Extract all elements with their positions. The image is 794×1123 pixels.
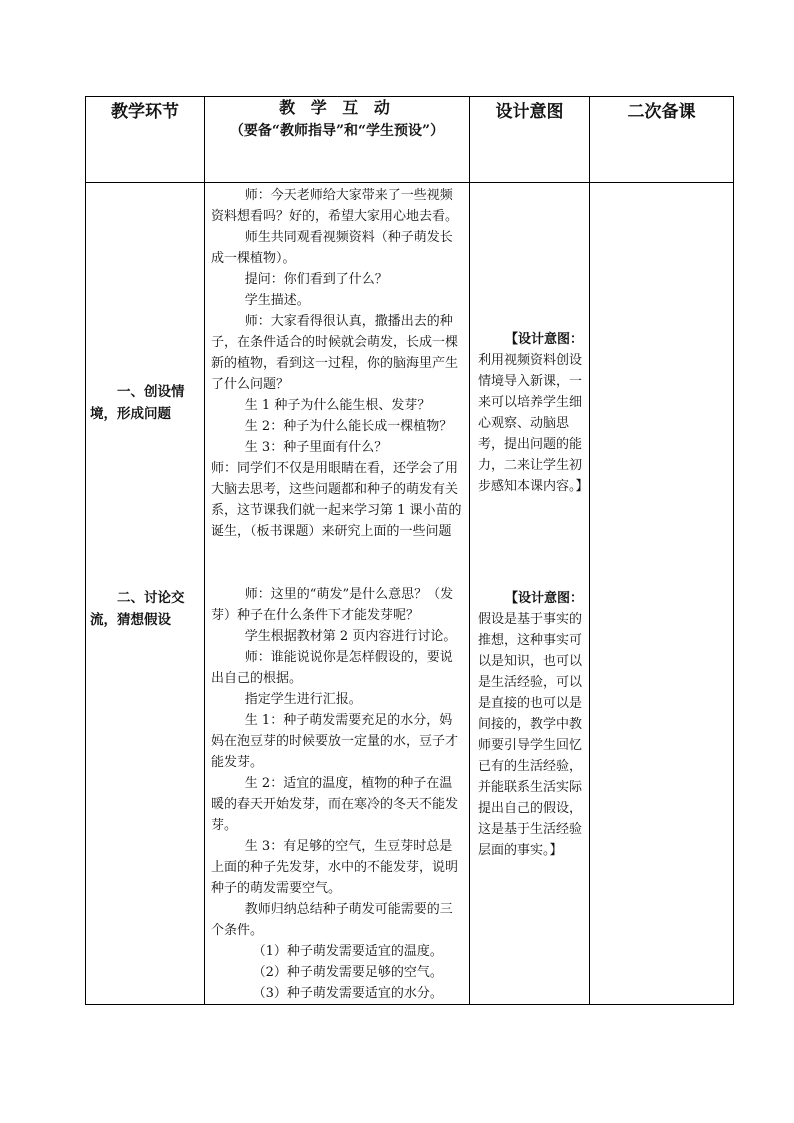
interaction-paragraph: 师：同学们不仅是用眼睛在看，还学会了用大脑去思考，这些问题都和种子的萌发有关系，这节课我们就一起来学习第 1 课小苗的诞生，（板书课题）来研究上面的一些问题 [211, 461, 462, 539]
header-second-prep: 二次备课 [590, 97, 734, 183]
interaction-paragraph: 生 2：适宜的温度，植物的种子在温暖的春天开始发芽，而在寒冷的冬天不能发芽。 [211, 776, 459, 833]
interaction-paragraph: 师生共同观看视频资料（种子萌发长成一棵植物）。 [211, 230, 453, 266]
design-intent-2-text: 假设是基于事实的推想，这种事实可以是知识，也可以是生活经验，可以是直接的也可以是间接的，教学中教师要引导学生回忆已有的生活经验，并能联系生活实际提出自己的假设，这是基于生活经验层面的事实。】 [478, 612, 583, 858]
header-design-intent: 设计意图 [470, 97, 590, 183]
lesson-plan-table [85, 96, 734, 1005]
header-teaching-stage: 教学环节 [86, 97, 205, 183]
interaction-paragraph: （1）种子萌发需要适宜的温度。 [252, 944, 443, 959]
interaction-paragraph: 生 2：种子为什么能长成一棵植物？ [244, 419, 453, 434]
interaction-paragraph: 生 1 种子为什么能生根、发芽？ [244, 398, 431, 413]
stage-2-title: 二、讨论交流，猜想假设 [90, 590, 185, 628]
interaction-paragraph: 学生描述。 [244, 293, 310, 308]
interaction-paragraph: 提问：你们看到了什么？ [244, 272, 388, 287]
stage-1-title: 一、创设情境，形成问题 [90, 384, 185, 422]
header-row [86, 97, 734, 183]
design-intent-1-label: 【设计意图： [504, 332, 583, 347]
interaction-paragraph: 生 3：种子里面有什么？ [244, 440, 388, 455]
interaction-paragraph: 生 3：有足够的空气，生豆芽时总是上面的种子先发芽，水中的不能发芽，说明种子的萌发需要空气。 [211, 839, 459, 896]
header-interaction-title: 教 学 互 动 [279, 98, 395, 117]
interaction-paragraph: 师：今天老师给大家带来了一些视频资料想看吗？好的，希望大家用心地去看。 [211, 188, 459, 224]
design-intent-2-label: 【设计意图： [504, 591, 583, 606]
design-intent-1 [478, 329, 589, 497]
stage-cell [86, 183, 205, 1005]
design-intent-1-text: 利用视频资料创设情境导入新课，一来可以培养学生细心观察、动脑思考，提出问题的能力，二来让学生初步感知本课内容。】 [478, 353, 589, 494]
interaction-content [205, 183, 469, 1004]
design-intent-cell [470, 183, 590, 1005]
paragraph-gap [211, 542, 463, 563]
interaction-paragraph: 师：这里的“萌发”是什么意思？（发芽）种子在什么条件下才能发芽呢？ [211, 587, 454, 623]
header-interaction-subtitle: （要备“教师指导”和“学生预设”） [229, 123, 445, 139]
interaction-paragraph: 师：谁能说说你是怎样假设的，要说出自己的根据。 [211, 650, 453, 686]
interaction-paragraph: 生 1：种子萌发需要充足的水分，妈妈在泡豆芽的时候要放一定量的水，豆子才能发芽。 [211, 713, 459, 770]
interaction-paragraph: 指定学生进行汇报。 [244, 692, 362, 707]
design-intent-2 [478, 588, 583, 861]
interaction-cell [205, 183, 470, 1005]
interaction-paragraph: （2）种子萌发需要足够的空气。 [252, 965, 443, 980]
interaction-paragraph: 师：大家看得很认真，撒播出去的种子，在条件适合的时候就会萌发，长成一棵新的植物，看到这一过程，你的脑海里产生了什么问题？ [211, 314, 459, 392]
header-teaching-interaction [205, 97, 470, 183]
second-prep-cell [590, 183, 734, 1005]
interaction-paragraph: 教师归纳总结种子萌发可能需要的三个条件。 [211, 902, 453, 938]
interaction-paragraph: 学生根据教材第 2 页内容进行讨论。 [244, 629, 457, 644]
paragraph-gap [211, 563, 463, 584]
interaction-paragraph: （3）种子萌发需要适宜的水分。 [252, 986, 443, 1001]
content-row [86, 183, 734, 1005]
